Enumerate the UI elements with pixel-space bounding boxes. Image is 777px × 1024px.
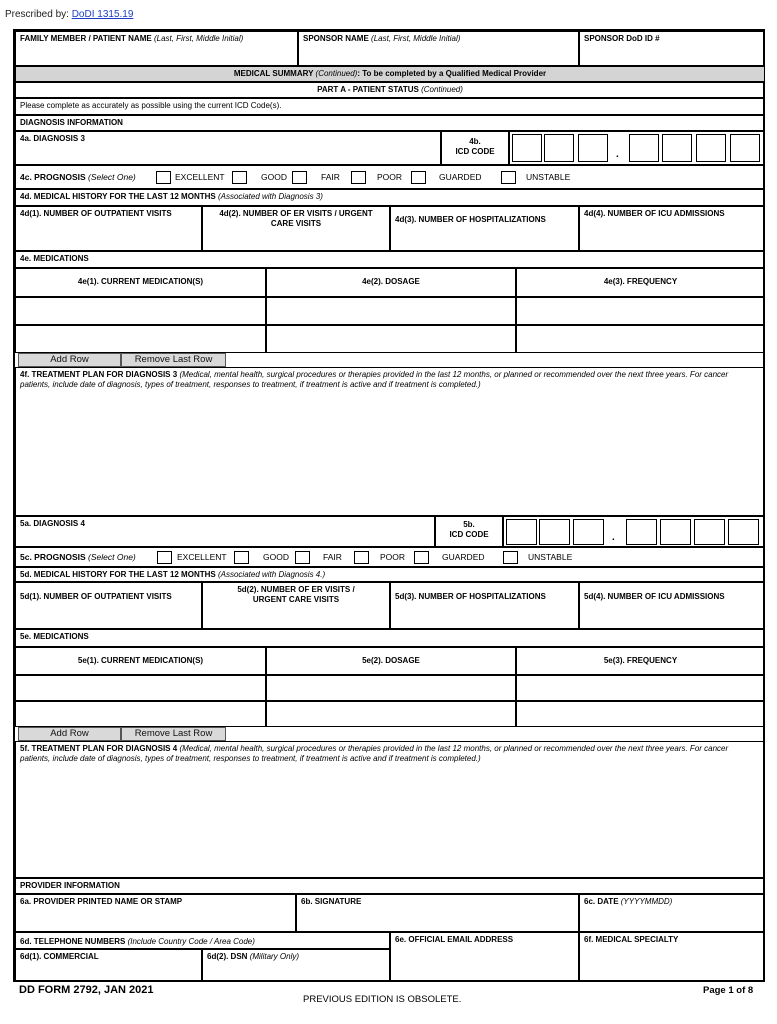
history-3-title: 4d. MEDICAL HISTORY FOR THE LAST 12 MONTHS bbox=[20, 192, 216, 201]
prognosis-4-excellent-label: EXCELLENT bbox=[177, 552, 227, 562]
med-3-row-1-frequency[interactable] bbox=[516, 297, 765, 325]
telephone-hint: (Include Country Code / Area Code) bbox=[127, 937, 255, 946]
provider-email-field[interactable] bbox=[390, 932, 579, 982]
icu-admissions-4-field[interactable] bbox=[579, 582, 765, 629]
part-a-hint: (Continued) bbox=[421, 85, 463, 94]
sponsor-id-field[interactable] bbox=[579, 31, 765, 66]
prognosis-4-fair-checkbox[interactable] bbox=[295, 551, 310, 564]
provider-email-label: 6e. OFFICIAL EMAIL ADDRESS bbox=[395, 935, 514, 944]
instruction-row bbox=[15, 98, 765, 115]
diagnosis-info-title: DIAGNOSIS INFORMATION bbox=[20, 118, 123, 127]
outpatient-visits-3-label: 4d(1). NUMBER OF OUTPATIENT VISITS bbox=[20, 209, 172, 218]
prognosis-3-hint: (Select One) bbox=[88, 172, 136, 182]
prognosis-3-row bbox=[15, 165, 765, 189]
med-3-dosage-header bbox=[266, 268, 516, 297]
provider-signature-field[interactable] bbox=[296, 894, 579, 932]
prescribed-by bbox=[5, 9, 133, 20]
remove-row-3-button[interactable]: Remove Last Row bbox=[121, 353, 226, 367]
prognosis-4-unstable-label: UNSTABLE bbox=[528, 552, 573, 562]
provider-date-field[interactable] bbox=[579, 894, 765, 932]
med-4-row-2-dosage[interactable] bbox=[266, 701, 516, 727]
part-a-header bbox=[15, 82, 765, 98]
er-visits-3-label: 4d(2). NUMBER OF ER VISITS / URGENT CARE VISITS bbox=[219, 209, 373, 228]
prognosis-3-unstable-checkbox[interactable] bbox=[501, 171, 516, 184]
commercial-phone-field[interactable] bbox=[15, 949, 202, 982]
provider-info-header bbox=[15, 878, 765, 894]
dsn-phone-hint: (Military Only) bbox=[249, 952, 300, 961]
prognosis-3-guarded-checkbox[interactable] bbox=[411, 171, 426, 184]
prognosis-3-fair-checkbox[interactable] bbox=[292, 171, 307, 184]
icd-4-box-3[interactable] bbox=[573, 519, 604, 545]
med-4-dosage-label: 5e(2). DOSAGE bbox=[362, 656, 420, 665]
icd-3-box-3[interactable] bbox=[578, 134, 608, 162]
er-visits-4-field[interactable] bbox=[202, 582, 390, 629]
outpatient-visits-3-field[interactable] bbox=[15, 206, 202, 251]
dodi-link[interactable]: DoDI 1315.19 bbox=[71, 9, 134, 20]
prognosis-3-good-checkbox[interactable] bbox=[232, 171, 247, 184]
prognosis-4-unstable-checkbox[interactable] bbox=[503, 551, 518, 564]
icd-4-box-2[interactable] bbox=[539, 519, 570, 545]
history-3-header bbox=[15, 189, 765, 206]
icd-4-label-cell bbox=[435, 516, 503, 547]
prognosis-3-unstable-label: UNSTABLE bbox=[526, 172, 571, 182]
hospitalizations-3-label: 4d(3). NUMBER OF HOSPITALIZATIONS bbox=[395, 215, 546, 224]
hospitalizations-4-label: 5d(3). NUMBER OF HOSPITALIZATIONS bbox=[395, 592, 546, 601]
icd-3-box-1[interactable] bbox=[512, 134, 542, 162]
form-id: DD FORM 2792, JAN 2021 bbox=[19, 984, 154, 996]
prognosis-4-row bbox=[15, 547, 765, 567]
prognosis-3-poor-label: POOR bbox=[377, 172, 403, 182]
history-4-title: 5d. MEDICAL HISTORY FOR THE LAST 12 MONTHS bbox=[20, 570, 216, 579]
med-3-current-header bbox=[15, 268, 266, 297]
add-row-4-button[interactable]: Add Row bbox=[18, 727, 121, 741]
sponsor-name-hint: (Last, First, Middle Initial) bbox=[371, 34, 461, 43]
outpatient-visits-4-field[interactable] bbox=[15, 582, 202, 629]
treatment-plan-3-label: 4f. TREATMENT PLAN FOR DIAGNOSIS 3 bbox=[20, 370, 178, 379]
med-3-row-2-dosage[interactable] bbox=[266, 325, 516, 353]
med-4-row-2-frequency[interactable] bbox=[516, 701, 765, 727]
provider-name-label: 6a. PROVIDER PRINTED NAME OR STAMP bbox=[20, 897, 183, 906]
prognosis-4-good-label: GOOD bbox=[263, 552, 289, 562]
patient-name-hint: (Last, First, Middle Initial) bbox=[153, 34, 244, 43]
icd-4-input-group bbox=[503, 516, 765, 547]
instruction-text: Please complete as accurately as possible using the current ICD Code(s). bbox=[20, 101, 282, 110]
telephone-header bbox=[15, 932, 390, 949]
history-3-hint: (Associated with Diagnosis 3) bbox=[217, 192, 323, 201]
prognosis-4-guarded-checkbox[interactable] bbox=[414, 551, 429, 564]
prognosis-4-poor-label: POOR bbox=[380, 552, 406, 562]
med-3-row-1-current[interactable] bbox=[15, 297, 266, 325]
prognosis-4-guarded-label: GUARDED bbox=[442, 552, 485, 562]
diagnosis-3-field[interactable] bbox=[15, 131, 441, 165]
provider-signature-label: 6b. SIGNATURE bbox=[301, 897, 362, 906]
med-3-row-2-current[interactable] bbox=[15, 325, 266, 353]
dsn-phone-field[interactable] bbox=[202, 949, 390, 982]
er-visits-4-label-line1: 5d(2). NUMBER OF ER VISITS / bbox=[237, 585, 355, 594]
med-3-frequency-label: 4e(3). FREQUENCY bbox=[603, 277, 678, 286]
outpatient-visits-4-label: 5d(1). NUMBER OF OUTPATIENT VISITS bbox=[20, 592, 172, 601]
med-4-row-1-frequency[interactable] bbox=[516, 675, 765, 701]
commercial-phone-label: 6d(1). COMMERCIAL bbox=[20, 952, 99, 961]
med-4-row-1-dosage[interactable] bbox=[266, 675, 516, 701]
er-visits-4-label-line2: URGENT CARE VISITS bbox=[252, 595, 340, 604]
telephone-label: 6d. TELEPHONE NUMBERS bbox=[20, 937, 126, 946]
treatment-plan-4-hint: (Medical, mental health, surgical procedures or therapies provided in the last 12 months, or planned or recommended over the next three years. For cancer patients, include date of diagnosis, types of treatment, responses to treatment, if treatment is active and if treatment is completed.) bbox=[20, 744, 729, 763]
icu-admissions-3-field[interactable] bbox=[579, 206, 765, 251]
prognosis-3-fair-label: FAIR bbox=[321, 172, 340, 182]
treatment-plan-4-field[interactable] bbox=[15, 741, 765, 878]
form-frame bbox=[13, 29, 765, 982]
medications-3-title: 4e. MEDICATIONS bbox=[20, 254, 89, 263]
icd-4-num: 5b. bbox=[463, 520, 475, 529]
icd-3-label-cell bbox=[441, 131, 509, 165]
icd-4-box-6[interactable] bbox=[694, 519, 725, 545]
prescribed-label: Prescribed by: bbox=[5, 9, 69, 20]
medical-specialty-label: 6f. MEDICAL SPECIALTY bbox=[584, 935, 679, 944]
icd-3-num: 4b. bbox=[469, 137, 481, 146]
prognosis-3-excellent-label: EXCELLENT bbox=[175, 172, 225, 182]
icd-3-box-4[interactable] bbox=[629, 134, 659, 162]
page-number: Page 1 of 8 bbox=[703, 985, 754, 996]
icd-4-dot: . bbox=[612, 532, 615, 543]
hospitalizations-4-field[interactable] bbox=[390, 582, 579, 629]
prognosis-4-good-checkbox[interactable] bbox=[234, 551, 249, 564]
icd-3-box-5[interactable] bbox=[662, 134, 692, 162]
prognosis-3-excellent-checkbox[interactable] bbox=[156, 171, 171, 184]
prognosis-4-excellent-checkbox[interactable] bbox=[157, 551, 172, 564]
provider-date-label: 6c. DATE bbox=[584, 897, 619, 906]
icd-3-box-2[interactable] bbox=[544, 134, 574, 162]
icd-3-box-7[interactable] bbox=[730, 134, 760, 162]
med-4-row-1-current[interactable] bbox=[15, 675, 266, 701]
med-3-row-2-frequency[interactable] bbox=[516, 325, 765, 353]
medications-4-header bbox=[15, 629, 765, 647]
treatment-plan-3-hint: (Medical, mental health, surgical procedures or therapies provided in the last 12 months, or planned or recommended over the next three years. For cancer patients, include date of diagnosis, types of treatment, responses to treatment, if treatment is active and if treatment is completed.) bbox=[20, 370, 729, 389]
prognosis-3-label: 4c. PROGNOSIS bbox=[20, 172, 86, 182]
med-4-dosage-header bbox=[266, 647, 516, 675]
add-row-3-button[interactable]: Add Row bbox=[18, 353, 121, 367]
part-a-title: PART A - PATIENT STATUS bbox=[317, 85, 419, 94]
icd-4-box-1[interactable] bbox=[506, 519, 537, 545]
summary-title: MEDICAL SUMMARY bbox=[233, 69, 314, 78]
icd-4-box-7[interactable] bbox=[728, 519, 759, 545]
med-4-current-header bbox=[15, 647, 266, 675]
patient-name-label: FAMILY MEMBER / PATIENT NAME bbox=[20, 34, 152, 43]
icu-admissions-4-label: 5d(4). NUMBER OF ICU ADMISSIONS bbox=[584, 592, 725, 601]
med-3-row-1-dosage[interactable] bbox=[266, 297, 516, 325]
medications-4-title: 5e. MEDICATIONS bbox=[20, 632, 89, 641]
icd-3-input-group bbox=[509, 131, 765, 165]
prognosis-3-poor-checkbox[interactable] bbox=[351, 171, 366, 184]
prognosis-3-guarded-label: GUARDED bbox=[439, 172, 482, 182]
provider-info-title: PROVIDER INFORMATION bbox=[20, 881, 120, 890]
prognosis-4-label: 5c. PROGNOSIS bbox=[20, 552, 86, 562]
icu-admissions-3-label: 4d(4). NUMBER OF ICU ADMISSIONS bbox=[584, 209, 725, 218]
history-4-hint: (Associated with Diagnosis 4.) bbox=[217, 570, 326, 579]
treatment-plan-4-label: 5f. TREATMENT PLAN FOR DIAGNOSIS 4 bbox=[20, 744, 178, 753]
diagnosis-4-field[interactable] bbox=[15, 516, 435, 547]
prognosis-3-good-label: GOOD bbox=[261, 172, 287, 182]
hospitalizations-3-field[interactable] bbox=[390, 206, 579, 251]
prognosis-4-poor-checkbox[interactable] bbox=[354, 551, 369, 564]
prognosis-4-hint: (Select One) bbox=[88, 552, 136, 562]
medical-summary-header bbox=[15, 66, 765, 82]
icd-4-box-5[interactable] bbox=[660, 519, 691, 545]
provider-date-hint: (YYYYMMDD) bbox=[620, 897, 673, 906]
diagnosis-3-label: 4a. DIAGNOSIS 3 bbox=[20, 134, 85, 143]
icd-3-label: ICD CODE bbox=[455, 147, 495, 156]
summary-subtitle: : To be completed by a Qualified Medical Provider bbox=[357, 69, 547, 78]
medications-3-header bbox=[15, 251, 765, 268]
er-visits-3-field[interactable] bbox=[202, 206, 390, 251]
dsn-phone-label: 6d(2). DSN bbox=[207, 952, 248, 961]
icd-4-label: ICD CODE bbox=[449, 530, 489, 539]
diagnosis-4-label: 5a. DIAGNOSIS 4 bbox=[20, 519, 85, 528]
diagnosis-info-header bbox=[15, 115, 765, 131]
sponsor-id-label: SPONSOR DoD ID # bbox=[584, 34, 660, 43]
med-3-dosage-label: 4e(2). DOSAGE bbox=[362, 277, 420, 286]
icd-3-dot: . bbox=[616, 149, 619, 160]
obsolete-notice: PREVIOUS EDITION IS OBSOLETE. bbox=[303, 994, 462, 1005]
med-4-frequency-header bbox=[516, 647, 765, 675]
med-3-current-label: 4e(1). CURRENT MEDICATION(S) bbox=[77, 277, 204, 286]
med-4-frequency-label: 5e(3). FREQUENCY bbox=[603, 656, 678, 665]
prognosis-4-fair-label: FAIR bbox=[323, 552, 342, 562]
medical-specialty-field[interactable] bbox=[579, 932, 765, 982]
med-3-frequency-header bbox=[516, 268, 765, 297]
icd-4-box-4[interactable] bbox=[626, 519, 657, 545]
med-4-row-2-current[interactable] bbox=[15, 701, 266, 727]
med-4-current-label: 5e(1). CURRENT MEDICATION(S) bbox=[77, 656, 204, 665]
sponsor-name-label: SPONSOR NAME bbox=[303, 34, 369, 43]
patient-name-field[interactable] bbox=[15, 31, 298, 66]
treatment-plan-3-field[interactable] bbox=[15, 367, 765, 516]
history-4-header bbox=[15, 567, 765, 582]
summary-continued: (Continued) bbox=[315, 69, 358, 78]
sponsor-name-field[interactable] bbox=[298, 31, 579, 66]
remove-row-4-button[interactable]: Remove Last Row bbox=[121, 727, 226, 741]
icd-3-box-6[interactable] bbox=[696, 134, 726, 162]
provider-name-field[interactable] bbox=[15, 894, 296, 932]
